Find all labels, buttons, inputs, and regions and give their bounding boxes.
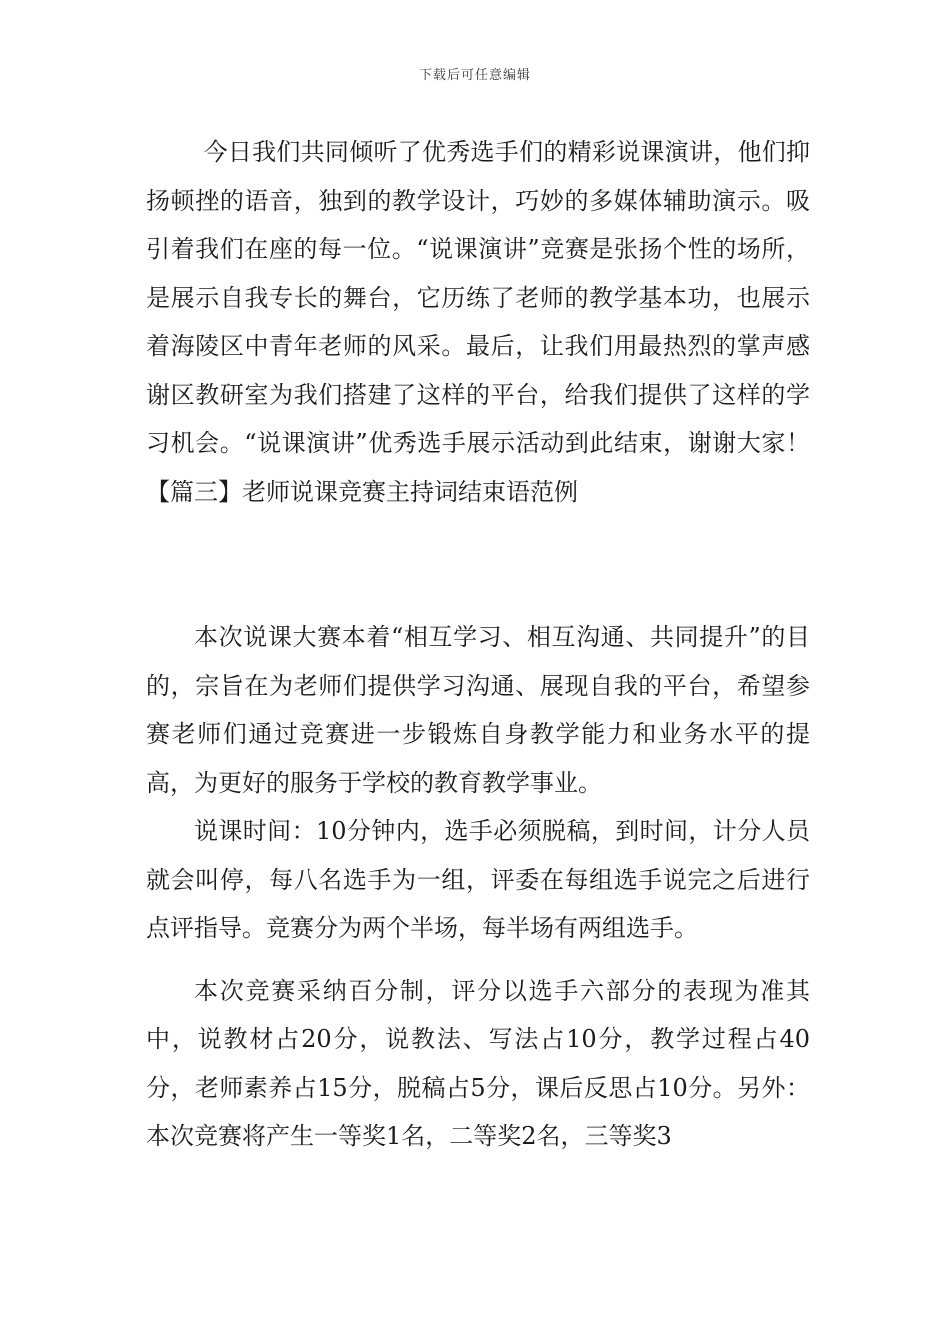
paragraph-scoring-rules: 本次竞赛采纳百分制，评分以选手六部分的表现为准其中，说教材占20分，说教法、写法占10分，教学过程占40分，老师素养占15分，脱稿占5分，课后反思占10分。另外：本次竞赛将产生一等奖1名，二等奖2名，三等奖3 — [146, 976, 810, 1150]
paragraph-closing-remarks: 今日我们共同倾听了优秀选手们的精彩说课演讲，他们抑扬顿挫的语音，独到的教学设计，巧妙的多媒体辅助演示。吸引着我们在座的每一位。“说课演讲”竞赛是张扬个性的场所，是展示自我专长的舞台，它历练了老师的教学基本功，也展示着海陵区中青年老师的风采。最后，让我们用最热烈的掌声感谢区教研室为我们搭建了这样的平台，给我们提供了这样的学习机会。“说课演讲”优秀选手展示活动到此结束，谢谢大家！【篇三】老师说课竞赛主持词结束语范例 — [146, 138, 810, 506]
page-header: 下载后可任意编辑 — [418, 68, 531, 83]
document-body — [146, 128, 810, 1161]
paragraph-contest-time: 说课时间：10分钟内，选手必须脱稿，到时间，计分人员就会叫停，每八名选手为一组，评委在每组选手说完之后进行点评指导。竞赛分为两个半场，每半场有两组选手。 — [146, 817, 810, 942]
paragraph-contest-purpose: 本次说课大赛本着“相互学习、相互沟通、共同提升”的目的，宗旨在为老师们提供学习沟通、展现自我的平台，希望参赛老师们通过竞赛进一步锻炼自身教学能力和业务水平的提高，为更好的服务于学校的教育教学事业。 — [146, 623, 810, 797]
